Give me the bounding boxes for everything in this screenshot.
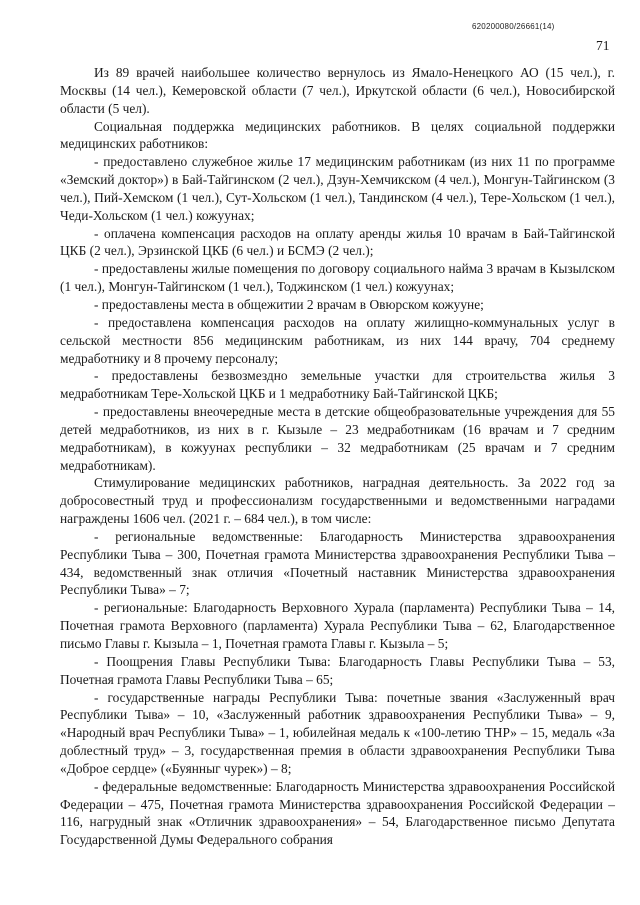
list-item-dormitory: - предоставлены места в общежитии 2 врачам в Овюрском кожууне; [94, 296, 484, 312]
list-item-regional: - региональные: Благодарность Верховного Хурала (парламента) Республики Тыва – 14, Почетная грамота Верховного (парламента) Хурала Республики Тыва – 62, Благодарственное письмо Главы г. Кызыла – 1, Почетная грамота Главы г. Кызыла – 5; [60, 600, 615, 651]
list-item-federal-departmental: - федеральные ведомственные: Благодарность Министерства здравоохранения Российской Федерации – 475, Почетная грамота Министерства здравоохранения Российской Федерации – 116, нагрудный знак «Отличник здравоохранения» – 54, Благодарственное письмо Депутата Государственной Думы Федерального собрания [60, 778, 615, 848]
list-item-utility-compensation: - предоставлена компенсация расходов на оплату жилищно-коммунальных услуг в сельской местности 856 медицинским работникам, из них 144 врачу, 704 среднему медработнику и 8 прочему персоналу; [60, 314, 615, 366]
paragraph-awards-heading: Стимулирование медицинских работников, наградная деятельность. За 2022 год за добросовестный труд и профессионализм государственными и ведомственными наградами награждены 1606 чел. (2021 г. – 684 чел.), в том числе: [60, 475, 615, 527]
list-item-school-places: - предоставлены внеочередные места в детские общеобразовательные учреждения для 55 детей медработников, из них в г. Кызыле – 23 медработникам (16 врачам и 7 средним медработникам), в кожуунах республики – 32 медработникам (25 врачам и 7 средним медработникам). [60, 404, 615, 473]
page-number: 71 [596, 38, 610, 53]
list-item-land-plots: - предоставлены безвозмездно земельные участки для строительства жилья 3 медработникам Тере-Хольской ЦКБ и 1 медработнику Бай-Тайгинской ЦКБ; [60, 368, 615, 402]
paragraph-returned-doctors: Из 89 врачей наибольшее количество вернулось из Ямало-Ненецкого АО (15 чел.), г. Москвы (14 чел.), Кемеровской области (7 чел.), Иркутской области (6 чел.), Новосибирской области (5 чел). [60, 65, 615, 116]
list-item-regional-departmental: - региональные ведомственные: Благодарность Министерства здравоохранения Республики Тыва – 300, Почетная грамота Министерства здравоохранения Республики Тыва – 434, ведомственный знак отличия «Почетный наставник Министерства здравоохранения Республики Тыва» – 7; [60, 528, 615, 598]
document-id: 620200080/26661(14) [472, 22, 555, 31]
list-item-head-awards: - Поощрения Главы Республики Тыва: Благодарность Главы Республики Тыва – 53, Почетная грамота Главы Республики Тыва – 65; [60, 653, 615, 687]
list-item-social-housing: - предоставлены жилые помещения по договору социального найма 3 врачам в Кызылском (1 чел.), Монгун-Тайгинском (1 чел.), Тоджинском (1 чел.) кожуунах; [60, 261, 615, 295]
list-item-service-housing: - предоставлено служебное жилье 17 медицинским работникам (из них 11 по программе «Земский доктор») в Бай-Тайгинском (2 чел.), Дзун-Хемчикском (4 чел.), Монгун-Тайгинском (3 чел.), Пий-Хемском (1 чел.), Сут-Хольском (1 чел.), Тандинском (4 чел.), Тере-Хольском (1 чел.), Чеди-Хольском (1 чел.) кожуунах; [60, 154, 615, 223]
document-body [60, 64, 615, 849]
list-item-rent-compensation: - оплачена компенсация расходов на оплату аренды жилья 10 врачам в Бай-Тайгинской ЦКБ (2 чел.), Эрзинской ЦКБ (6 чел.) и БСМЭ (2 чел.); [60, 225, 615, 259]
paragraph-social-support-heading: Социальная поддержка медицинских работников. В целях социальной поддержки медицинских работников: [60, 118, 615, 152]
list-item-state-awards: - государственные награды Республики Тыва: почетные звания «Заслуженный врач Республики Тыва» – 10, «Заслуженный работник здравоохранения Республики Тыва» – 9, «Народный врач Республики Тыва» – 1, юбилейная медаль к «100-летию ТНР» – 15, медаль «За доблестный труд» – 3, государственная премия в области здравоохранения Республики Тыва «Доброе сердце» («Буянныг чурек») – 8; [60, 689, 615, 776]
